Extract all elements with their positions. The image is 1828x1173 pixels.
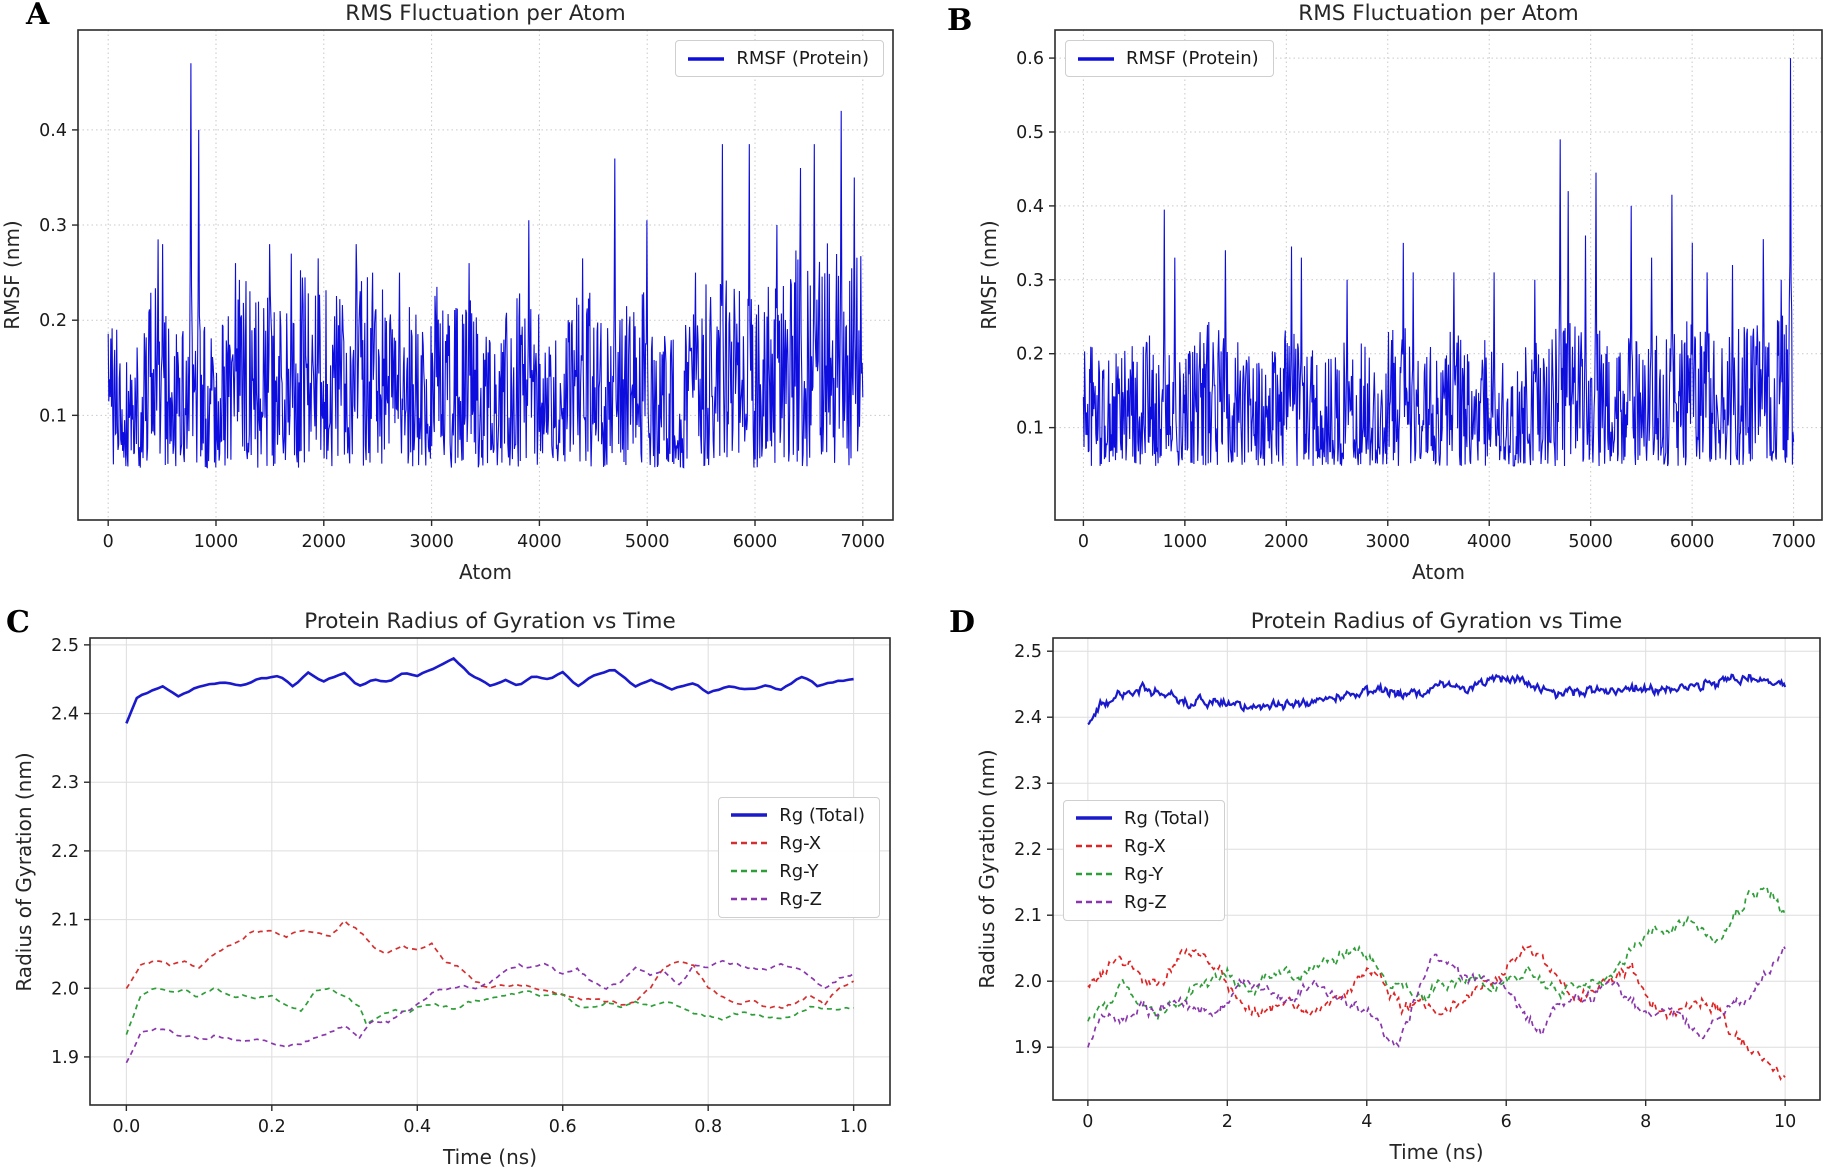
legend-entry bbox=[729, 833, 865, 854]
x-tick-label: 2000 bbox=[1264, 532, 1309, 552]
panel-b-legend bbox=[1065, 40, 1274, 77]
series-rg-z bbox=[1088, 946, 1785, 1047]
panel-a-title: RMS Fluctuation per Atom bbox=[345, 1, 626, 26]
x-tick-label: 6000 bbox=[732, 532, 778, 552]
x-tick-label: 0.8 bbox=[694, 1117, 723, 1137]
y-tick-label: 0.1 bbox=[1016, 418, 1044, 439]
legend-label: RMSF (Protein) bbox=[736, 48, 869, 69]
legend-line-sample bbox=[686, 52, 726, 66]
panel-b bbox=[905, 0, 1828, 595]
x-tick-label: 5000 bbox=[624, 532, 670, 552]
x-tick-label: 3000 bbox=[409, 532, 454, 552]
x-tick-label: 0.4 bbox=[403, 1117, 432, 1137]
y-tick-label: 1.9 bbox=[51, 1047, 79, 1068]
x-tick-label: 5000 bbox=[1568, 532, 1613, 552]
y-tick-label: 2.0 bbox=[1014, 972, 1042, 993]
y-tick-label: 0.6 bbox=[1016, 49, 1044, 70]
legend-label: Rg-X bbox=[779, 832, 822, 854]
panel-d bbox=[905, 600, 1828, 1173]
legend-label: Rg-Y bbox=[1124, 863, 1164, 885]
x-tick-label: 0.2 bbox=[257, 1117, 286, 1137]
y-tick-label: 2.5 bbox=[51, 635, 79, 656]
panel-a-xaxis-label: Atom bbox=[459, 560, 512, 584]
legend-label: Rg-Z bbox=[1124, 891, 1167, 913]
legend-label: Rg-X bbox=[1124, 835, 1166, 857]
x-tick-label: 3000 bbox=[1365, 532, 1411, 552]
x-tick-label: 2000 bbox=[301, 532, 347, 552]
y-tick-label: 2.2 bbox=[1014, 840, 1042, 861]
y-tick-label: 0.2 bbox=[1016, 344, 1044, 365]
x-tick-label: 0.0 bbox=[112, 1117, 141, 1137]
legend-entry bbox=[1074, 892, 1210, 913]
series-rmsf-protein- bbox=[108, 63, 863, 467]
y-tick-label: 1.9 bbox=[1014, 1038, 1042, 1059]
panel-d-legend bbox=[1063, 800, 1225, 921]
y-tick-label: 0.2 bbox=[39, 311, 67, 332]
legend-label: Rg (Total) bbox=[779, 804, 865, 826]
panel-a-yaxis-label: RMSF (nm) bbox=[0, 220, 24, 330]
y-tick-label: 0.1 bbox=[39, 406, 67, 427]
y-tick-label: 2.4 bbox=[1014, 708, 1042, 729]
x-tick-label: 6000 bbox=[1669, 532, 1715, 552]
panel-d-xaxis-label: Time (ns) bbox=[1389, 1140, 1484, 1164]
x-tick-label: 6 bbox=[1500, 1112, 1512, 1132]
legend-label: Rg (Total) bbox=[1124, 807, 1210, 829]
y-tick-label: 0.3 bbox=[39, 216, 67, 237]
x-tick-label: 0.6 bbox=[548, 1117, 577, 1137]
x-tick-label: 7000 bbox=[1771, 532, 1816, 552]
x-tick-label: 2 bbox=[1221, 1112, 1233, 1132]
x-tick-label: 4 bbox=[1361, 1112, 1373, 1132]
x-tick-label: 1.0 bbox=[839, 1117, 868, 1137]
y-tick-label: 2.3 bbox=[1014, 774, 1042, 795]
panel-c-letter: C bbox=[6, 605, 30, 640]
panel-b-title: RMS Fluctuation per Atom bbox=[1298, 1, 1579, 26]
y-tick-label: 0.4 bbox=[39, 120, 67, 141]
legend-entry bbox=[729, 861, 865, 882]
legend-line-sample bbox=[729, 864, 769, 878]
series-rg-y bbox=[126, 988, 853, 1035]
legend-line-sample bbox=[729, 808, 769, 822]
panel-b-xaxis-label: Atom bbox=[1412, 560, 1465, 584]
legend-line-sample bbox=[1074, 867, 1114, 881]
series-rmsf-protein- bbox=[1083, 58, 1793, 466]
y-tick-label: 2.4 bbox=[51, 704, 79, 725]
y-tick-label: 2.5 bbox=[1014, 642, 1042, 663]
legend-line-sample bbox=[1074, 895, 1114, 909]
x-tick-label: 4000 bbox=[1466, 532, 1512, 552]
y-tick-label: 2.3 bbox=[51, 773, 79, 794]
legend-entry bbox=[729, 889, 865, 910]
panel-c-title: Protein Radius of Gyration vs Time bbox=[304, 609, 676, 634]
legend-line-sample bbox=[729, 836, 769, 850]
x-tick-label: 1000 bbox=[193, 532, 239, 552]
panel-b-letter: B bbox=[947, 3, 973, 38]
legend-entry bbox=[1074, 808, 1210, 829]
panel-d-title: Protein Radius of Gyration vs Time bbox=[1250, 609, 1623, 634]
legend-line-sample bbox=[1076, 52, 1116, 66]
legend-entry bbox=[1074, 836, 1210, 857]
panel-d-letter: D bbox=[949, 605, 976, 640]
y-tick-label: 2.0 bbox=[51, 979, 79, 1000]
x-tick-label: 1000 bbox=[1162, 532, 1208, 552]
legend-entry bbox=[729, 805, 865, 826]
legend-line-sample bbox=[1074, 839, 1114, 853]
panel-c bbox=[0, 600, 905, 1173]
y-tick-label: 2.1 bbox=[51, 910, 79, 931]
panel-c-xaxis-label: Time (ns) bbox=[442, 1145, 538, 1169]
legend-line-sample bbox=[1074, 811, 1114, 825]
x-tick-label: 0 bbox=[1082, 1112, 1094, 1132]
x-tick-label: 0 bbox=[102, 532, 114, 552]
panel-d-plot bbox=[905, 600, 1828, 1173]
legend-entry bbox=[1074, 864, 1210, 885]
y-tick-label: 2.2 bbox=[51, 841, 79, 862]
legend-entry bbox=[686, 48, 869, 69]
x-tick-label: 4000 bbox=[517, 532, 562, 552]
panel-d-yaxis-label: Radius of Gyration (nm) bbox=[975, 749, 999, 989]
legend-entry bbox=[1076, 48, 1259, 69]
y-tick-label: 0.4 bbox=[1016, 196, 1044, 217]
y-tick-label: 2.1 bbox=[1014, 906, 1042, 927]
panel-b-plot bbox=[905, 0, 1828, 595]
panel-a-letter: A bbox=[26, 0, 50, 32]
panel-c-legend bbox=[718, 797, 880, 918]
y-tick-label: 0.5 bbox=[1016, 122, 1044, 143]
x-tick-label: 7000 bbox=[840, 532, 886, 552]
panel-c-yaxis-label: Radius of Gyration (nm) bbox=[12, 751, 36, 992]
x-tick-label: 0 bbox=[1077, 532, 1089, 552]
legend-label: Rg-Z bbox=[779, 888, 823, 910]
panel-a-legend bbox=[675, 40, 884, 77]
panel-a bbox=[0, 0, 905, 595]
series-rg-x bbox=[126, 921, 853, 1008]
x-tick-label: 10 bbox=[1773, 1112, 1797, 1132]
panel-a-plot bbox=[0, 0, 905, 595]
legend-line-sample bbox=[729, 892, 769, 906]
legend-label: Rg-Y bbox=[779, 860, 819, 882]
panel-b-yaxis-label: RMSF (nm) bbox=[977, 220, 1001, 330]
legend-label: RMSF (Protein) bbox=[1126, 48, 1259, 69]
x-tick-label: 8 bbox=[1640, 1112, 1652, 1132]
y-tick-label: 0.3 bbox=[1016, 270, 1044, 291]
